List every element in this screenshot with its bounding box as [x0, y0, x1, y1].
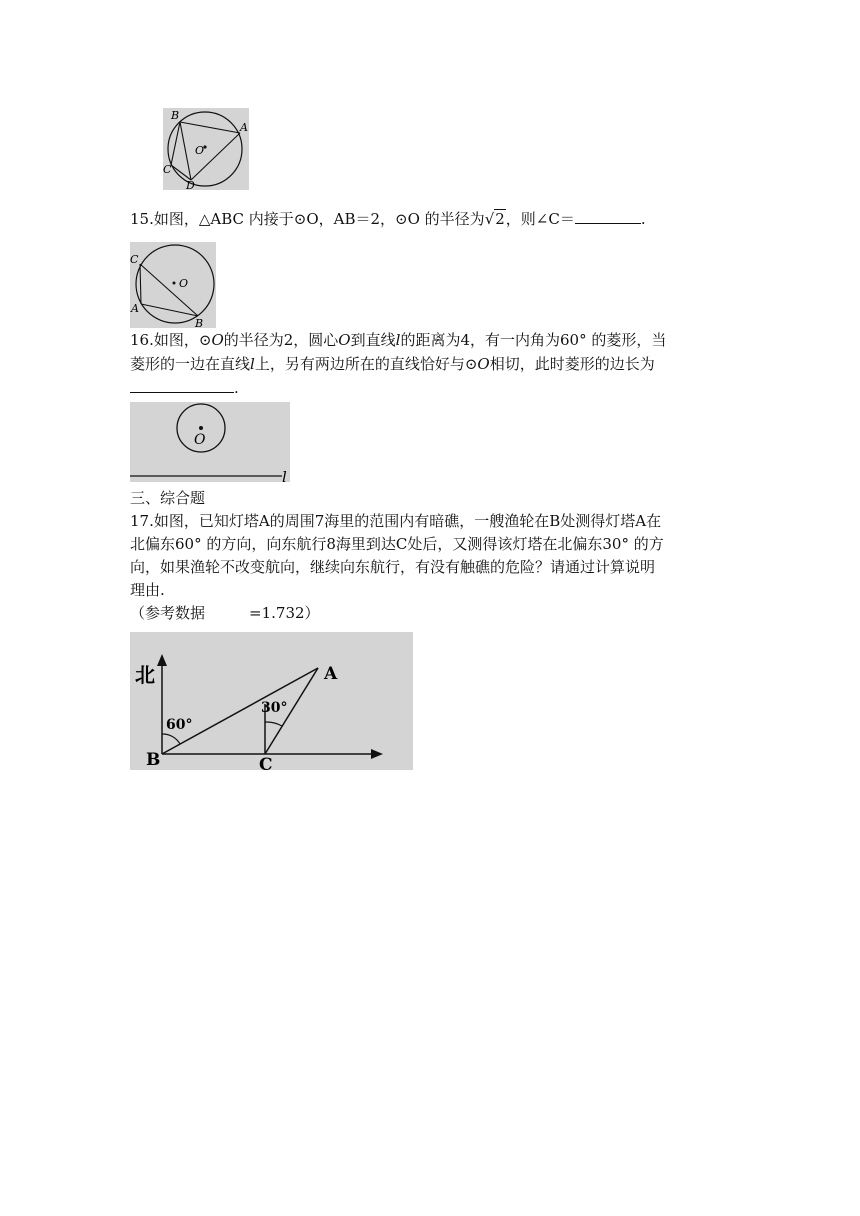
center-dot — [199, 426, 203, 430]
label-o: O — [195, 144, 205, 157]
center-dot — [173, 282, 176, 285]
question-16-line-3 — [130, 377, 239, 399]
q16-text: 的距离为4，有一内角为60° 的菱形，当 — [400, 331, 667, 349]
q15-text-b: ，则∠C＝ — [505, 210, 575, 228]
segment-bc — [171, 122, 180, 165]
question-17-line-3: 向，如果渔轮不改变航向，继续向东航行，有没有触礁的危险？请通过计算说明 — [130, 558, 656, 576]
circle-o — [168, 112, 242, 186]
q16-symbol-l: l — [395, 331, 401, 349]
q16-text: 菱形的一边在直线 — [130, 355, 251, 373]
label-o: O — [194, 432, 206, 448]
label-o: O — [179, 277, 189, 290]
q16-end: . — [234, 379, 239, 397]
segment-ca — [140, 264, 141, 304]
figure-15-svg — [130, 242, 216, 328]
angle-60-arc — [162, 734, 180, 744]
label-a: A — [324, 664, 338, 684]
figure-14 — [163, 108, 249, 190]
label-c: C — [130, 253, 139, 266]
q15-number: 15. — [130, 210, 154, 228]
label-a: A — [240, 121, 248, 134]
angle-30-arc — [265, 722, 282, 726]
figure-16 — [130, 402, 290, 482]
q16-symbol-o: O — [477, 355, 490, 373]
label-b: B — [195, 317, 204, 328]
segment-ba — [162, 668, 318, 754]
figure-14-svg — [163, 108, 249, 190]
question-17-line-2: 北偏东60° 的方向，向东航行8海里到达C处后，又测得该灯塔在北偏东30° 的方 — [130, 535, 664, 553]
q16-text: 上，另有两边所在的直线恰好与⊙ — [254, 355, 478, 373]
q16-text: 到直线 — [350, 331, 396, 349]
label-a: A — [131, 302, 139, 315]
question-17-reference — [130, 602, 320, 624]
east-arrow-icon — [371, 749, 383, 759]
q15-end: . — [640, 210, 646, 228]
label-north: 北 — [135, 663, 155, 687]
question-17-line-1: 17.如图，已知灯塔A的周围7海里的范围内有暗礁，一艘渔轮在B处测得灯塔A在 — [130, 512, 662, 530]
figure-15 — [130, 242, 216, 328]
q16-text: 相切，此时菱形的边长为 — [489, 355, 655, 373]
label-l: l — [282, 468, 287, 482]
label-d: D — [186, 179, 195, 190]
answer-blank-15[interactable] — [575, 209, 641, 224]
label-b: B — [171, 109, 180, 122]
reference-prefix: （参考数据 — [130, 604, 206, 622]
segment-cb — [140, 264, 198, 316]
q16-symbol-l: l — [250, 355, 255, 373]
q16-number: 16. — [130, 331, 154, 349]
q16-text: 的半径为2，圆心 — [223, 331, 339, 349]
label-angle-60: 60° — [166, 717, 193, 733]
label-b: B — [146, 750, 161, 770]
segment-ba — [180, 122, 240, 133]
north-arrow-icon — [157, 654, 167, 666]
sqrt-symbol: √2 — [484, 210, 505, 228]
label-c: C — [163, 163, 172, 176]
q16-symbol-o: O — [338, 331, 351, 349]
sqrt-radicand: 2 — [495, 210, 505, 228]
q16-text: 如图，⊙ — [153, 331, 212, 349]
q15-text-a: 如图，△ABC 内接于⊙O，AB＝2，⊙O 的半径为 — [153, 210, 485, 228]
question-16-line-1 — [130, 329, 666, 351]
section-title: 三、综合题 — [130, 489, 206, 507]
reference-value: =1.732） — [249, 604, 320, 622]
label-angle-30: 30° — [261, 700, 288, 716]
figure-17 — [130, 632, 413, 770]
figure-16-svg — [130, 402, 290, 482]
q16-symbol-o: O — [211, 331, 224, 349]
question-16-line-2 — [130, 353, 655, 375]
question-15 — [130, 208, 646, 230]
segment-bd — [180, 122, 191, 180]
answer-blank-16[interactable] — [130, 378, 234, 393]
question-17-line-4: 理由. — [130, 581, 165, 599]
figure-17-svg — [130, 632, 413, 770]
label-c: C — [259, 755, 273, 770]
